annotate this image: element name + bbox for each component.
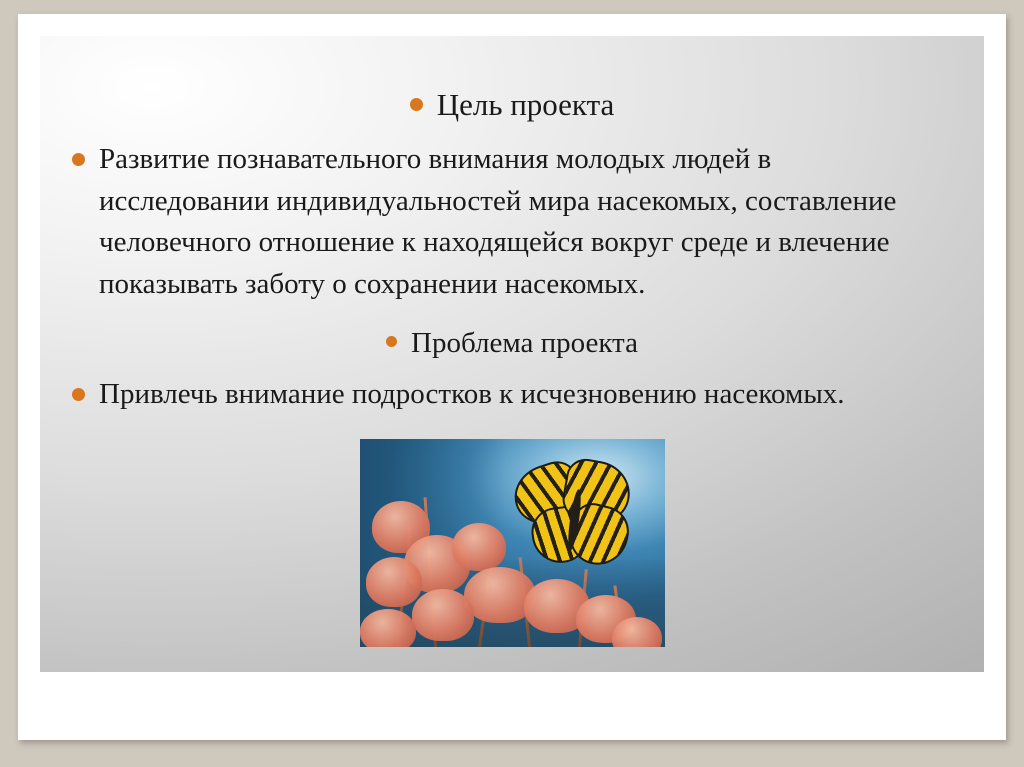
slide-title-row xyxy=(40,84,984,125)
slide-surface xyxy=(40,36,984,672)
slide-frame xyxy=(18,14,1006,740)
section-subtitle: Проблема проекта xyxy=(411,327,638,359)
page-title: Цель проекта xyxy=(436,87,615,122)
bullet-dot-icon xyxy=(386,336,397,347)
subtitle-row xyxy=(40,323,984,364)
problem-bullet-row xyxy=(40,374,984,415)
slide-content xyxy=(40,36,984,672)
goal-bullet-row xyxy=(40,139,984,305)
bullet-dot-icon xyxy=(410,98,423,111)
problem-text: Привлечь внимание подростков к исчезновению насекомых. xyxy=(99,378,845,410)
butterfly xyxy=(508,461,640,589)
bullet-dot-icon xyxy=(72,153,85,166)
butterfly-photo xyxy=(360,439,665,647)
flower xyxy=(412,589,474,641)
flower xyxy=(366,557,422,607)
flower xyxy=(452,523,506,571)
bullet-dot-icon xyxy=(72,388,85,401)
goal-text: Развитие познавательного внимания молодых людей в исследовании индивидуальностей мира насекомых, составление человечного отношение к находящейся вокруг среде и влечение показывать заботу о сохранении насекомых. xyxy=(99,143,897,300)
flower xyxy=(360,609,416,647)
